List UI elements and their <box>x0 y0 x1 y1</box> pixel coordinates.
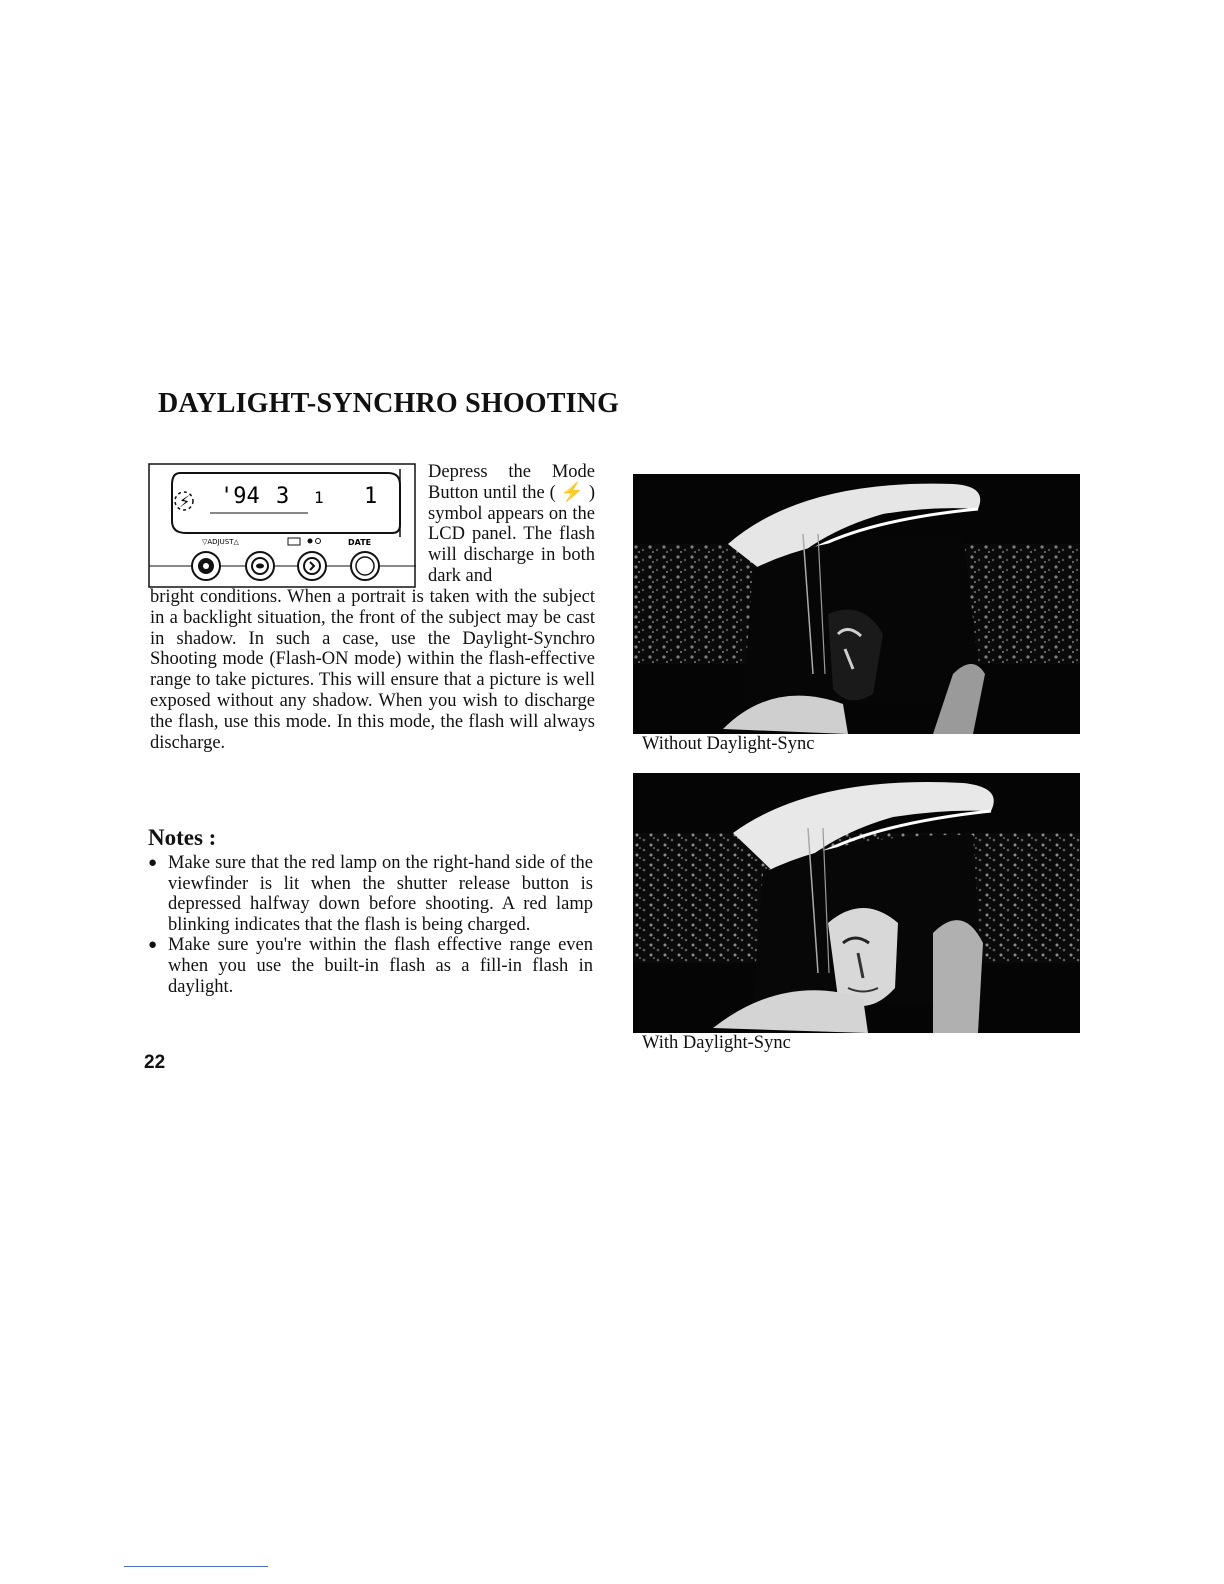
notes-heading: Notes : <box>148 825 217 850</box>
adjust-label: ▽ADJUST△ <box>202 538 239 546</box>
photo-with-daylight-sync <box>633 773 1080 1033</box>
date-label: DATE <box>348 538 372 547</box>
self-timer-button <box>298 552 326 580</box>
photo-without-daylight-sync <box>633 474 1080 734</box>
lcd-day: 1 <box>314 488 324 507</box>
battery-icon <box>288 538 300 545</box>
page-title: DAYLIGHT-SYNCHRO SHOOTING <box>158 388 620 419</box>
footer-rule <box>124 1566 268 1567</box>
intro-text-body: bright conditions. When a portrait is taken with the subject in a backlight situation, the front of the subject may be cast in shadow. In such a case, use the Daylight-Synchro Shooting mode (Flash-ON mode) within the flash-effective range to take pictures. This will ensure that a picture is well exposed without any shadow. When you wish to discharge the flash, use this mode. In this mode, the flash will always discharge. <box>150 587 595 753</box>
photo-caption-with: With Daylight-Sync <box>642 1033 791 1053</box>
page-number: 22 <box>144 1052 166 1073</box>
mode-button <box>192 552 220 580</box>
note-item: ● Make sure that the red lamp on the right-hand side of the viewfinder is lit when the shutter release button is depressed halfway down before shooting. A red lamp blinking indicates that the flash is being charged. <box>148 853 593 935</box>
flash-symbol-icon: ⚡ <box>179 492 191 511</box>
note-item: ● Make sure you're within the flash effective range even when you use the built-in flash as a fill-in flash in daylight. <box>148 935 593 997</box>
date-button <box>351 552 379 580</box>
lcd-year: '94 <box>220 484 260 509</box>
lcd-panel-illustration <box>148 463 416 593</box>
intro-text-side: Depress the Mode Button until the ( ⚡ ) symbol appears on the LCD panel. The flash will discharge in both dark and <box>428 462 595 586</box>
notes-list <box>148 853 593 997</box>
lcd-month: 3 <box>276 484 290 509</box>
lcd-panel-diagram <box>148 463 416 593</box>
bullet-icon: ● <box>148 937 158 954</box>
bullet-icon: ● <box>148 855 158 871</box>
photo-caption-without: Without Daylight-Sync <box>642 734 815 754</box>
red-eye-button <box>246 552 274 580</box>
lcd-counter: 1 <box>364 484 378 509</box>
